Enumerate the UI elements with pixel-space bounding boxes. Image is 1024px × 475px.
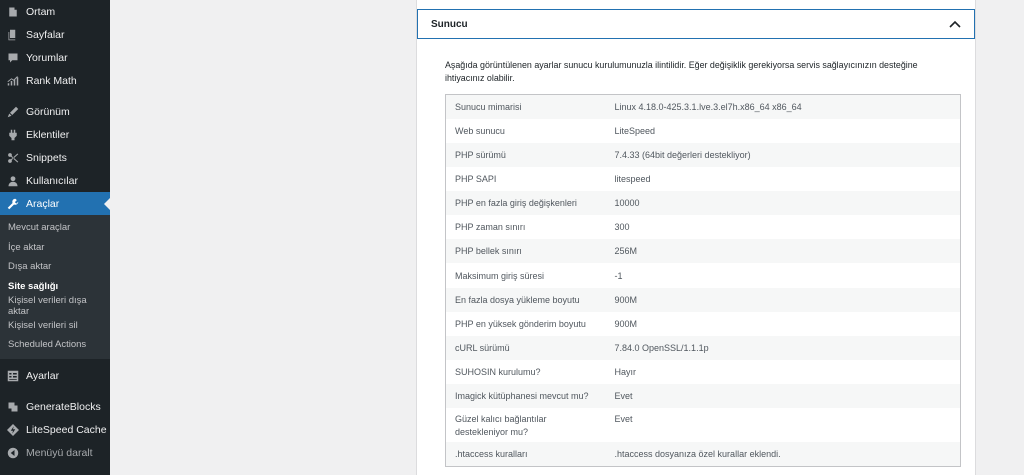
- sidebar-item-plugins[interactable]: [0, 123, 110, 146]
- row-key: PHP bellek sınırı: [446, 239, 606, 263]
- row-value: 300: [606, 215, 961, 239]
- row-key: PHP zaman sınırı: [446, 215, 606, 239]
- table-row: [446, 239, 961, 263]
- submenu-item-scheduled-actions[interactable]: Scheduled Actions: [8, 339, 87, 351]
- row-key: Web sunucu: [446, 119, 606, 143]
- submenu-item-export-personal-data[interactable]: Kişisel verileri dışa aktar: [8, 294, 87, 317]
- panel-description: Aşağıda görüntülenen ayarlar sunucu kurulumunuzla ilintilidir. Eğer değişiklik gerekiyorsa servis sağlayıcınızın desteğine ihtiyacınız olabilir.: [445, 60, 918, 83]
- table-row: [446, 408, 961, 442]
- sidebar-item-appearance[interactable]: [0, 100, 110, 123]
- sidebar-item-settings[interactable]: [0, 365, 110, 388]
- sidebar-item-label: Eklentiler: [26, 128, 70, 141]
- sidebar-item-label: Görünüm: [26, 105, 70, 118]
- sidebar-item-media[interactable]: [0, 0, 110, 23]
- row-key: En fazla dosya yükleme boyutu: [446, 288, 606, 312]
- row-key: PHP en fazla giriş değişkenleri: [446, 191, 606, 215]
- table-row: [446, 191, 961, 215]
- submenu-item-available-tools[interactable]: Mevcut araçlar: [8, 222, 71, 234]
- users-icon: [6, 174, 20, 188]
- table-row: [446, 384, 961, 408]
- table-row: [446, 119, 961, 143]
- submenu-item-export[interactable]: Dışa aktar: [8, 261, 52, 273]
- table-row: [446, 312, 961, 336]
- sidebar-item-rank-math[interactable]: [0, 69, 110, 92]
- table-row: [446, 336, 961, 360]
- submenu-item-import[interactable]: İçe aktar: [8, 241, 45, 253]
- row-value: Evet: [606, 408, 961, 442]
- tools-icon: [6, 197, 20, 211]
- collapse-menu-button[interactable]: [0, 442, 110, 465]
- chevron-up-icon: [948, 17, 962, 31]
- row-value: 256M: [606, 239, 961, 263]
- generateblocks-icon: [6, 400, 20, 414]
- table-row: [446, 288, 961, 312]
- pages-icon: [6, 28, 20, 42]
- comments-icon: [6, 51, 20, 65]
- panel-title: Sunucu: [431, 18, 468, 30]
- row-key: PHP sürümü: [446, 143, 606, 167]
- plugins-icon: [6, 128, 20, 142]
- sidebar-item-label: GenerateBlocks: [26, 401, 101, 413]
- server-info-table: [445, 94, 961, 467]
- table-row: [446, 360, 961, 384]
- collapse-icon: [6, 446, 20, 460]
- row-value: 7.84.0 OpenSSL/1.1.1p: [606, 336, 961, 360]
- sidebar-item-users[interactable]: [0, 169, 110, 192]
- row-value: 7.4.33 (64bit değerleri destekliyor): [606, 143, 961, 167]
- submenu-item-erase-personal-data[interactable]: Kişisel verileri sil: [8, 319, 78, 331]
- row-key: cURL sürümü: [446, 336, 606, 360]
- row-key: PHP en yüksek gönderim boyutu: [446, 312, 606, 336]
- sidebar-item-label: Sayfalar: [26, 28, 65, 41]
- sidebar-item-label: Yorumlar: [26, 51, 68, 64]
- table-row: [446, 442, 961, 466]
- row-value: -1: [606, 263, 961, 287]
- snippets-icon: [6, 151, 20, 165]
- table-row: [446, 167, 961, 191]
- row-value: 900M: [606, 312, 961, 336]
- sidebar-item-label: Menüyü daralt: [26, 447, 93, 459]
- row-value: 10000: [606, 191, 961, 215]
- row-value: Hayır: [606, 360, 961, 384]
- sidebar-item-label: Snippets: [26, 151, 67, 164]
- sidebar-item-comments[interactable]: [0, 46, 110, 69]
- sidebar-item-label: Araçlar: [26, 197, 60, 210]
- row-key: Maksimum giriş süresi: [446, 263, 606, 287]
- sidebar-item-generateblocks[interactable]: [0, 396, 110, 419]
- row-key: .htaccess kuralları: [446, 442, 606, 466]
- row-value: Evet: [606, 384, 961, 408]
- row-value: .htaccess dosyanıza özel kurallar eklendi.: [606, 442, 961, 466]
- rank-math-icon: [6, 74, 20, 88]
- server-info-panel: [416, 0, 976, 475]
- sidebar-item-tools[interactable]: [0, 192, 110, 215]
- server-accordion-toggle[interactable]: [417, 9, 975, 39]
- sidebar-item-label: Rank Math: [26, 74, 77, 87]
- row-key: PHP SAPI: [446, 167, 606, 191]
- sidebar-item-label: Kullanıcılar: [26, 174, 78, 187]
- row-key: Imagick kütüphanesi mevcut mu?: [446, 384, 606, 408]
- sidebar-item-label: Ortam: [26, 5, 56, 18]
- row-key: Güzel kalıcı bağlantılar destekleniyor mu?: [446, 408, 606, 442]
- row-value: LiteSpeed: [606, 119, 961, 143]
- row-key: SUHOSIN kurulumu?: [446, 360, 606, 384]
- appearance-icon: [6, 105, 20, 119]
- tools-submenu: [0, 215, 110, 359]
- table-row: [446, 95, 961, 119]
- sidebar-item-label: Ayarlar: [26, 370, 60, 382]
- table-row: [446, 263, 961, 287]
- admin-sidebar: [0, 0, 110, 475]
- sidebar-item-pages[interactable]: [0, 23, 110, 46]
- settings-icon: [6, 369, 20, 383]
- row-value: litespeed: [606, 167, 961, 191]
- table-row: [446, 215, 961, 239]
- sidebar-item-litespeed-cache[interactable]: [0, 419, 110, 442]
- litespeed-icon: [6, 423, 20, 437]
- table-row: [446, 143, 961, 167]
- row-key: Sunucu mimarisi: [446, 95, 606, 119]
- sidebar-item-label: LiteSpeed Cache: [26, 424, 107, 436]
- submenu-item-site-health[interactable]: Site sağlığı: [8, 280, 59, 292]
- row-value: Linux 4.18.0-425.3.1.lve.3.el7h.x86_64 x86_64: [606, 95, 961, 119]
- media-icon: [6, 5, 20, 19]
- row-value: 900M: [606, 288, 961, 312]
- sidebar-item-snippets[interactable]: [0, 146, 110, 169]
